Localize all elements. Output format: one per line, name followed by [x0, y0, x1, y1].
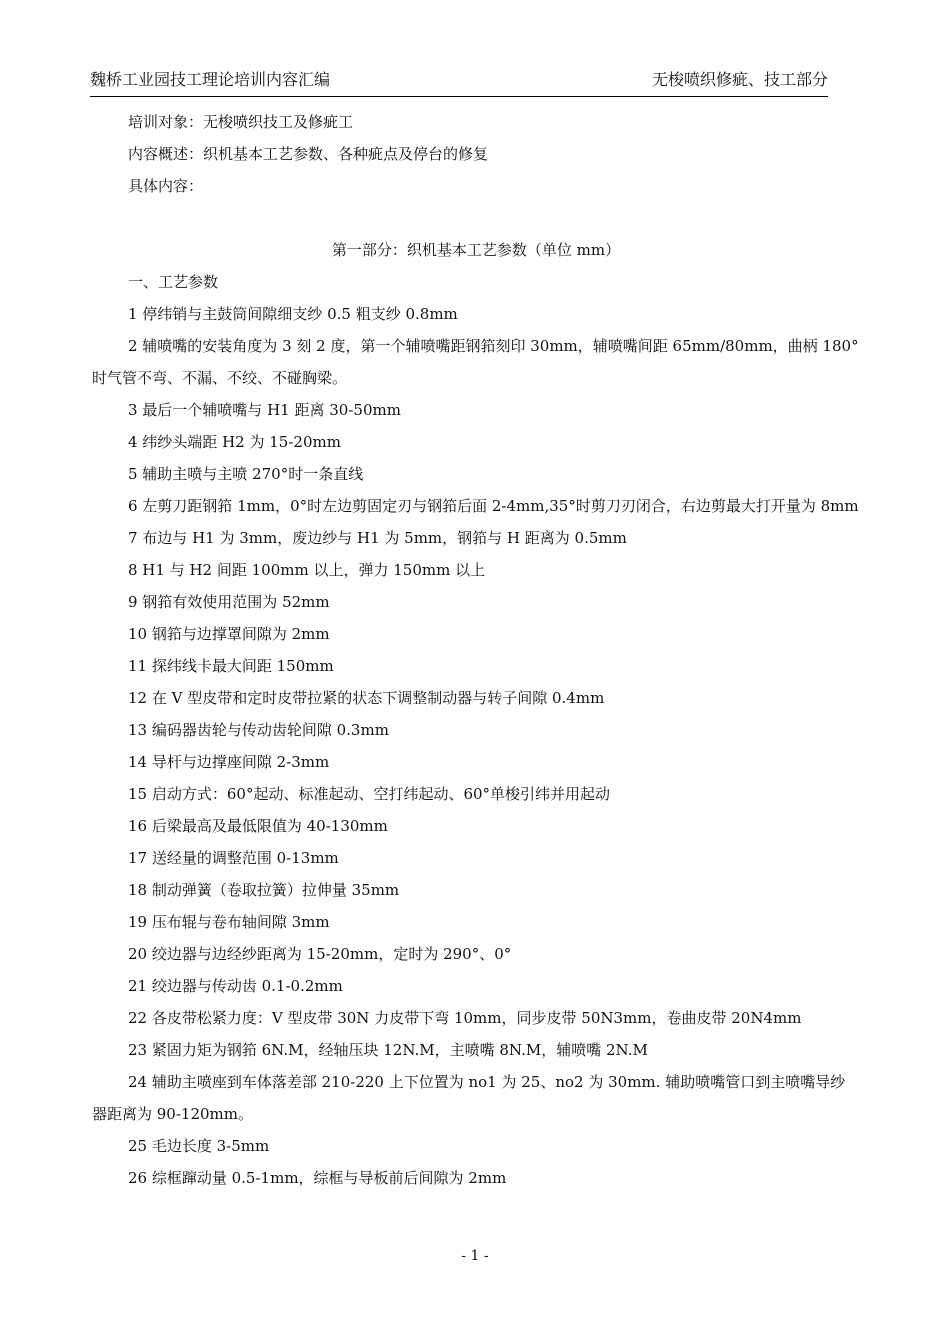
- page-number: - 1 -: [461, 1248, 489, 1264]
- document-body: [92, 106, 860, 1194]
- parameter-item: 9 钢筘有效使用范围为 52mm: [128, 593, 330, 611]
- parameter-item: 1 停纬销与主鼓筒间隙细支纱 0.5 粗支纱 0.8mm: [128, 305, 458, 323]
- parameter-item: 25 毛边长度 3-5mm: [128, 1137, 270, 1155]
- parameter-item: 11 探纬线卡最大间距 150mm: [128, 657, 334, 675]
- parameter-item: 8 H1 与 H2 间距 100mm 以上，弹力 150mm 以上: [128, 561, 486, 579]
- subsection-title: 一、工艺参数: [128, 273, 219, 291]
- parameter-item: 3 最后一个辅喷嘴与 H1 距离 30-50mm: [128, 401, 401, 419]
- parameter-item: 22 各皮带松紧力度：V 型皮带 30N 力皮带下弯 10mm，同步皮带 50N3mm，卷曲皮带 20N4mm: [128, 1009, 802, 1027]
- parameter-item: 15 启动方式：60°起动、标准起动、空打纬起动、60°单梭引纬并用起动: [128, 785, 611, 803]
- detail-label: 具体内容：: [128, 177, 204, 195]
- parameter-item: 19 压布辊与卷布轴间隙 3mm: [128, 913, 330, 931]
- parameter-item: 6 左剪刀距钢筘 1mm，0°时左边剪固定刃与钢筘后面 2-4mm,35°时剪刀刃闭合，右边剪最大打开量为 8mm: [128, 497, 859, 515]
- parameter-item: 13 编码器齿轮与传动齿轮间隙 0.3mm: [128, 721, 389, 739]
- page-header: [90, 66, 828, 97]
- parameter-item: 14 导杆与边撑座间隙 2-3mm: [128, 753, 330, 771]
- parameter-list: [92, 298, 860, 1194]
- parameter-item: 2 辅喷嘴的安装角度为 3 刻 2 度，第一个辅喷嘴距钢筘刻印 30mm，辅喷嘴间距 65mm/80mm，曲柄 180°时气管不弯、不漏、不绞、不碰胸梁。: [92, 337, 859, 387]
- header-title-right: 无梭喷织修疵、技工部分: [651, 70, 828, 89]
- parameter-item: 20 绞边器与边经纱距离为 15-20mm，定时为 290°、0°: [128, 945, 512, 963]
- parameter-item: 5 辅助主喷与主喷 270°时一条直线: [128, 465, 364, 483]
- training-target: 培训对象：无梭喷织技工及修疵工: [128, 113, 354, 131]
- parameter-item: 16 后梁最高及最低限值为 40-130mm: [128, 817, 388, 835]
- parameter-item: 23 紧固力矩为钢筘 6N.M，经轴压块 12N.M，主喷嘴 8N.M，辅喷嘴 2N.M: [128, 1041, 648, 1059]
- parameter-item: 12 在 V 型皮带和定时皮带拉紧的状态下调整制动器与转子间隙 0.4mm: [128, 689, 605, 707]
- parameter-item: 21 绞边器与传动齿 0.1-0.2mm: [128, 977, 343, 995]
- parameter-item: 26 综框蹿动量 0.5-1mm，综框与导板前后间隙为 2mm: [128, 1169, 507, 1187]
- content-summary: 内容概述：织机基本工艺参数、各种疵点及停台的修复: [128, 145, 489, 163]
- parameter-item: 4 纬纱头端距 H2 为 15-20mm: [128, 433, 341, 451]
- parameter-item: 17 送经量的调整范围 0-13mm: [128, 849, 339, 867]
- parameter-item: 7 布边与 H1 为 3mm，废边纱与 H1 为 5mm，钢筘与 H 距离为 0.5mm: [128, 529, 627, 547]
- parameter-item: 24 辅助主喷座到车体落差部 210-220 上下位置为 no1 为 25、no2 为 30mm. 辅助喷嘴管口到主喷嘴导纱器距离为 90-120mm。: [92, 1073, 846, 1123]
- section-title: 第一部分：织机基本工艺参数（单位 mm）: [331, 241, 621, 259]
- parameter-item: 18 制动弹簧（卷取拉簧）拉伸量 35mm: [128, 881, 400, 899]
- parameter-item: 10 钢筘与边撑罩间隙为 2mm: [128, 625, 330, 643]
- header-title-left: 魏桥工业园技工理论培训内容汇编: [90, 70, 331, 89]
